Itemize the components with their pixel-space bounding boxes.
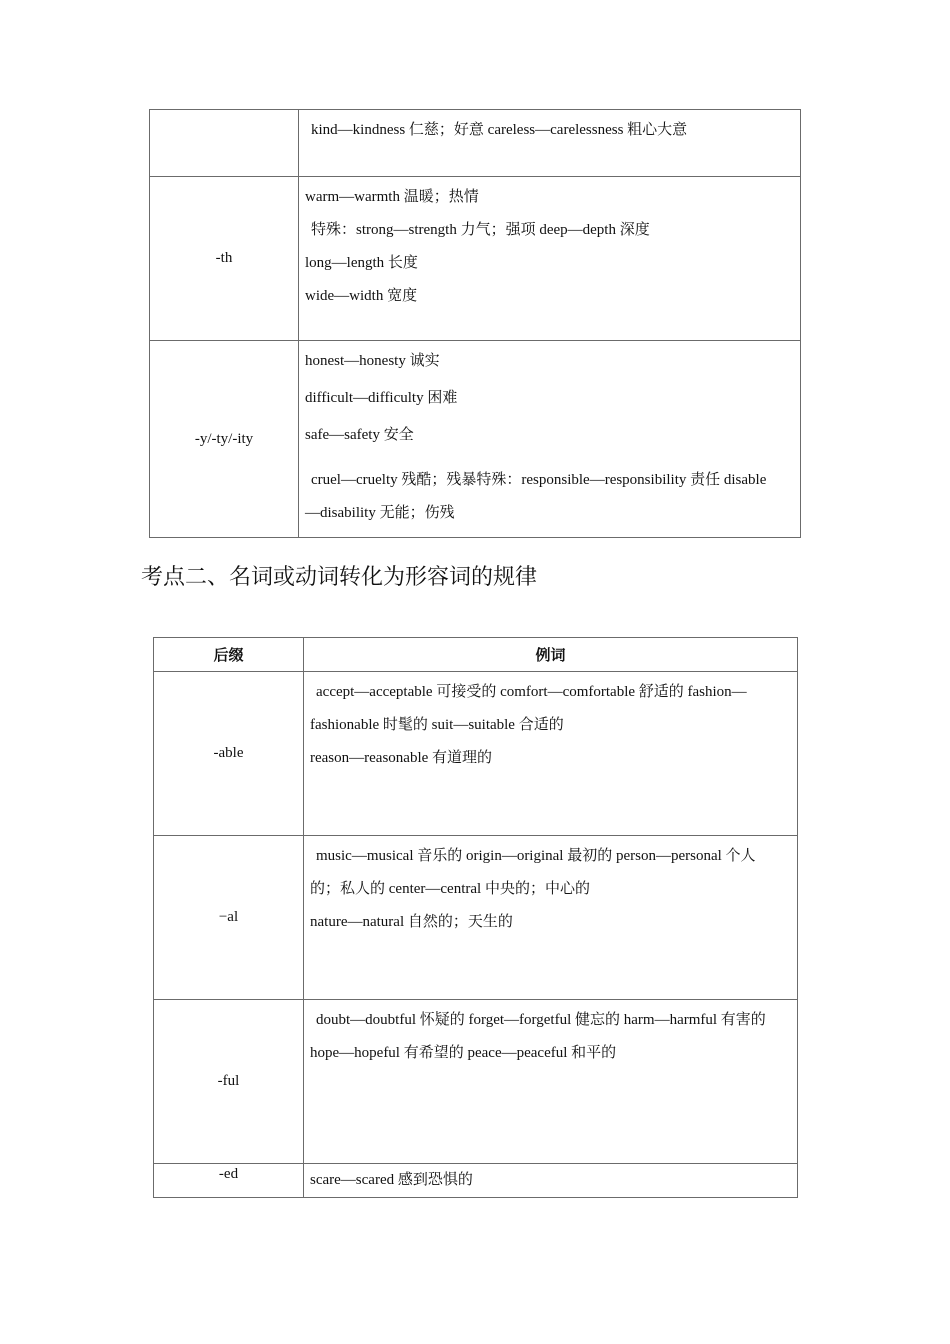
example-line: 的；私人的 center—central 中央的；中心的 xyxy=(310,881,590,897)
suffix-cell: -ful xyxy=(154,1000,304,1164)
example-line: honest—honesty 诚实 xyxy=(305,353,440,369)
adjective-suffix-table xyxy=(153,637,798,1198)
example-line: scare—scared 感到恐惧的 xyxy=(310,1172,473,1188)
suffix-cell xyxy=(150,110,299,177)
example-line: long—length 长度 xyxy=(305,255,418,271)
table-row xyxy=(150,110,801,177)
examples-cell xyxy=(299,177,801,341)
examples-cell xyxy=(304,672,798,836)
suffix-cell: -ed xyxy=(154,1164,304,1198)
suffix-cell: −al xyxy=(154,836,304,1000)
example-line: kind—kindness 仁慈；好意 careless—carelessness 粗心大意 xyxy=(311,122,688,138)
noun-suffix-table xyxy=(149,109,801,538)
example-line: cruel—cruelty 残酷；残暴特殊：responsible—responsibility 责任 disable xyxy=(311,472,767,488)
example-line: 特殊：strong—strength 力气；强项 deep—depth 深度 xyxy=(311,222,650,238)
column-header-suffix: 后缀 xyxy=(154,638,304,672)
table-row xyxy=(154,1000,798,1164)
example-line: warm—warmth 温暖；热情 xyxy=(305,189,479,205)
suffix-cell: -y/-ty/-ity xyxy=(150,341,299,538)
suffix-cell: -able xyxy=(154,672,304,836)
example-line: safe—safety 安全 xyxy=(305,427,414,443)
examples-cell xyxy=(299,110,801,177)
table-row xyxy=(154,672,798,836)
table-header-row xyxy=(154,638,798,672)
example-line: music—musical 音乐的 origin—original 最初的 person—personal 个人 xyxy=(316,848,756,864)
example-line: fashionable 时髦的 suit—suitable 合适的 xyxy=(310,717,564,733)
examples-cell xyxy=(304,1164,798,1198)
table-row xyxy=(150,341,801,538)
example-line: —disability 无能；伤残 xyxy=(305,505,455,521)
example-line: nature—natural 自然的；天生的 xyxy=(310,914,513,930)
example-line: difficult—difficulty 困难 xyxy=(305,390,458,406)
example-line: reason—reasonable 有道理的 xyxy=(310,750,493,766)
example-line: doubt—doubtful 怀疑的 forget—forgetful 健忘的 harm—harmful 有害的 xyxy=(316,1012,766,1028)
table-row xyxy=(150,177,801,341)
examples-cell xyxy=(304,1000,798,1164)
section-heading: 考点二、名词或动词转化为形容词的规律 xyxy=(141,565,538,590)
example-line: wide—width 宽度 xyxy=(305,288,418,304)
table-row xyxy=(154,836,798,1000)
example-line: hope—hopeful 有希望的 peace—peaceful 和平的 xyxy=(310,1045,617,1061)
table-row xyxy=(154,1164,798,1198)
column-header-examples: 例词 xyxy=(304,638,798,672)
example-line: accept—acceptable 可接受的 comfort—comfortable 舒适的 fashion— xyxy=(316,684,747,700)
examples-cell xyxy=(304,836,798,1000)
suffix-cell: -th xyxy=(150,177,299,341)
examples-cell xyxy=(299,341,801,538)
